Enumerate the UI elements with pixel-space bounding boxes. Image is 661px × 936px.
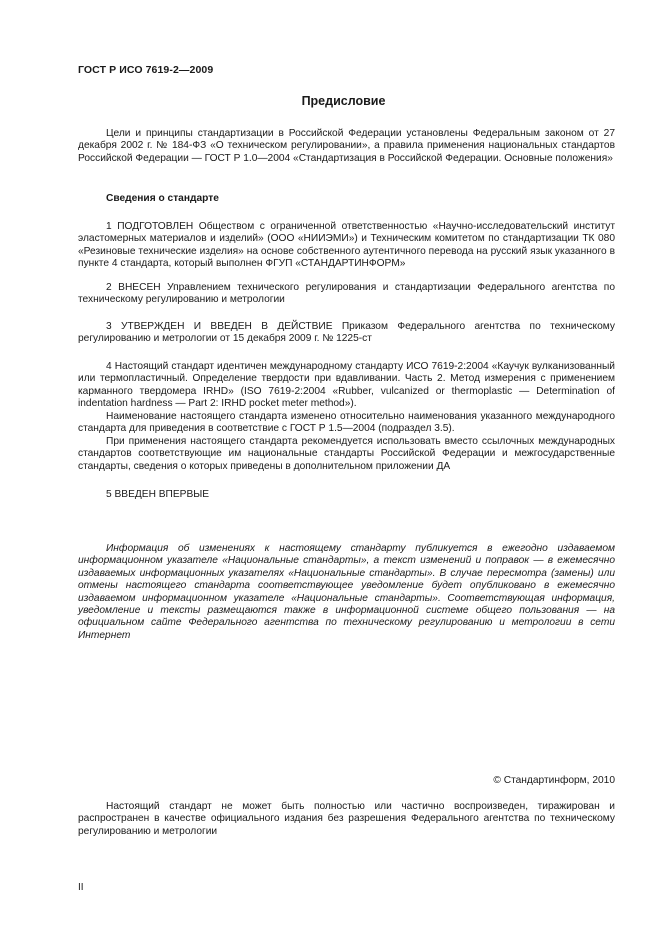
- item-5-text: 5 ВВЕДЕН ВПЕРВЫЕ: [106, 489, 210, 500]
- item-4-naming-paragraph: [78, 411, 615, 436]
- page-title: [0, 94, 661, 108]
- item-4-text: 4 Настоящий стандарт идентичен международному стандарту ИСО 7619-2:2004 «Каучук вулканизованный или термопластичный. Определение твердости при вдавливании. Часть 2. Метод измерения с применением карманного твердомера IRHD» (ISO 7619-2:2004 «Rubber, vulcanized or thermoplastic — Determination of indentation hardness — Part 2: IRHD pocket meter method»).: [78, 361, 615, 410]
- notice-paragraph: [78, 543, 615, 642]
- copyright-line: © Стандартинформ, 2010: [493, 775, 615, 786]
- section-heading: Сведения о стандарте: [106, 193, 219, 204]
- document-code-header: ГОСТ Р ИСО 7619-2—2009: [78, 64, 214, 76]
- notice-text: Информация об изменениях к настоящему стандарту публикуется в ежегодно издаваемом информационном указателе «Национальные стандарты», а текст изменений и поправок — в ежемесячно издаваемых информационных указателях «Национальные стандарты». В случае пересмотра (замены) или отмены настоящего стандарта соответствующее уведомление будет опубликовано в ежемесячно издаваемом информационном указателе «Национальные стандарты». Соответствующая информация, уведомление и тексты размещаются также в информационной системе общего пользования — на официальном сайте Федерального агентства по техническому регулированию и метрологии в сети Интернет: [78, 543, 615, 641]
- item-1-text: 1 ПОДГОТОВЛЕН Обществом с ограниченной ответственностью «Научно-исследовательский институт эластомерных материалов и изделий» (ООО «НИИЭМИ») и Техническим комитетом по стандартизации ТК 080 «Резиновые технические изделия» на основе собственного аутентичного перевода на русский язык указанного в пункте 4 стандарта, который выполнен ФГУП «СТАНДАРТИНФОРМ»: [78, 221, 615, 270]
- intro-text: Цели и принципы стандартизации в Российской Федерации установлены Федеральным законом от 27 декабря 2002 г. № 184-ФЗ «О техническом регулировании», а правила применения национальных стандартов Российской Федерации — ГОСТ Р 1.0—2004 «Стандартизация в Российской Федерации. Основные положения»: [78, 128, 615, 164]
- item-4-naming-text: Наименование настоящего стандарта изменено относительно наименования указанного международного стандарта для приведения в соответствие с ГОСТ Р 1.5—2004 (подраздел 3.5).: [78, 411, 615, 435]
- item-3-text: 3 УТВЕРЖДЕН И ВВЕДЕН В ДЕЙСТВИЕ Приказом Федерального агентства по техническому регулированию и метрологии от 15 декабря 2009 г. № 1225-ст: [78, 321, 615, 345]
- item-4-references-text: При применения настоящего стандарта рекомендуется использовать вместо ссылочных международных стандартов соответствующие им национальные стандарты Российской Федерации и межгосударственные стандарты, сведения о которых приведены в дополнительном приложении ДА: [78, 436, 615, 472]
- page-number: II: [78, 882, 84, 893]
- intro-paragraph: [78, 128, 615, 165]
- item-4-references-paragraph: [78, 436, 615, 473]
- item-2-paragraph: [78, 282, 615, 307]
- item-5-paragraph: [78, 489, 615, 501]
- footer-note-text: Настоящий стандарт не может быть полностью или частично воспроизведен, тиражирован и распространен в качестве официального издания без разрешения Федерального агентства по техническому регулированию и метрологии: [78, 801, 615, 837]
- footer-note-paragraph: [78, 801, 615, 838]
- item-2-text: 2 ВНЕСЕН Управлением технического регулирования и стандартизации Федерального агентства по техническому регулированию и метрологии: [78, 282, 615, 306]
- item-1-paragraph: [78, 221, 615, 271]
- item-4-paragraph: [78, 361, 615, 411]
- page-title-text: Предисловие: [301, 94, 386, 108]
- item-3-paragraph: [78, 321, 615, 346]
